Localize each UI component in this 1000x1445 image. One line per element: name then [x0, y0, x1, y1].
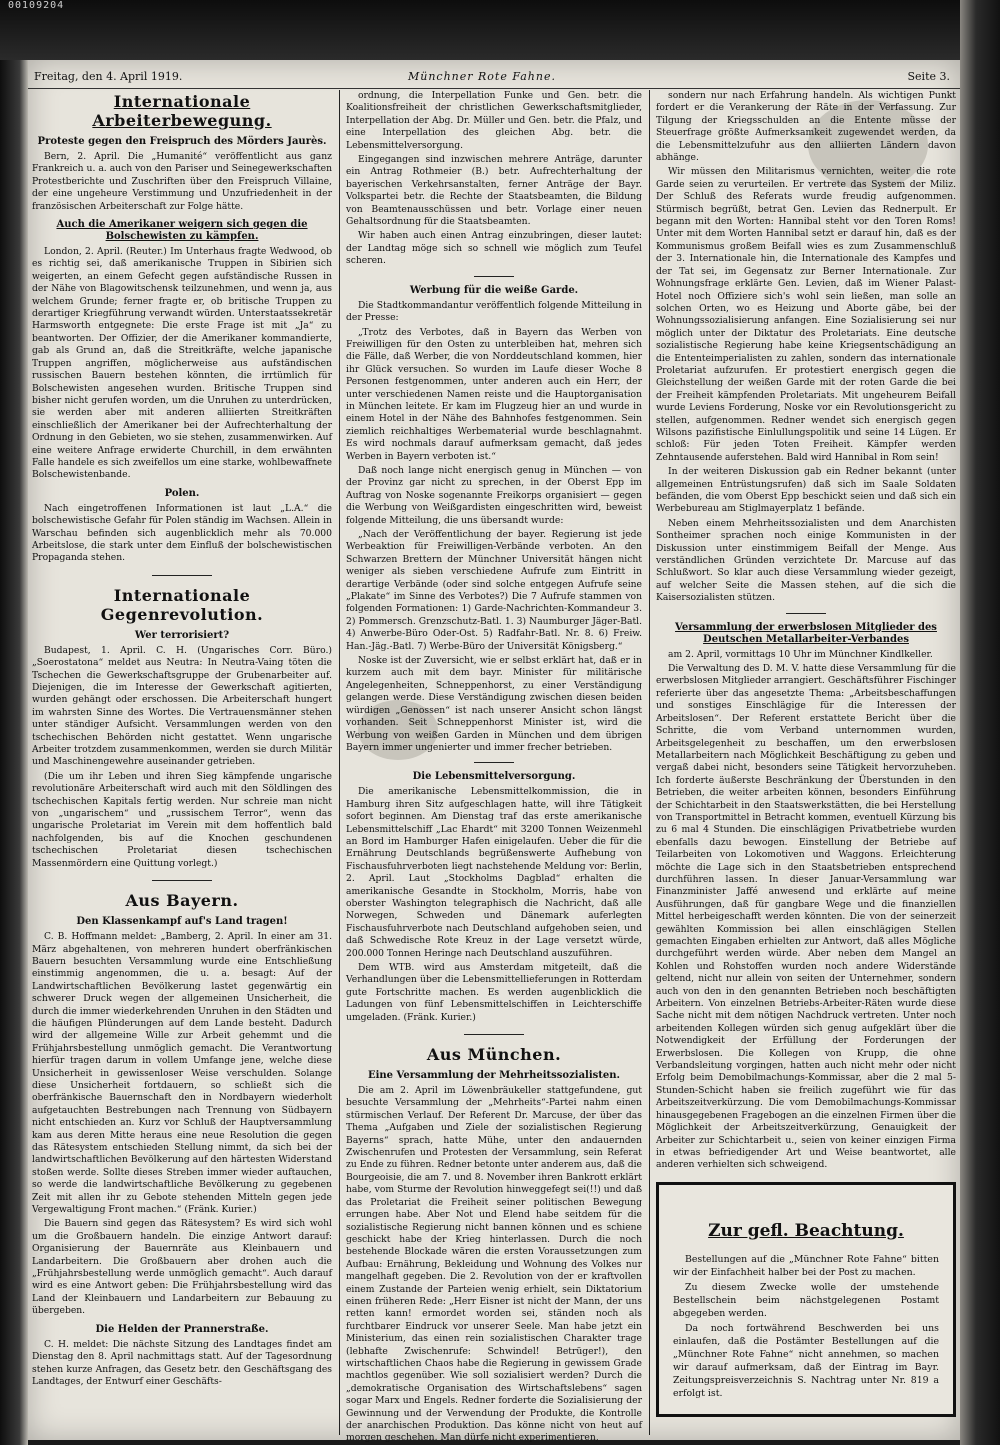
article-paragraph: In der weiteren Diskussion gab ein Redner bekannt (unter allgemeinen Entrüstungsrufen) daß sich im Saale Soldaten befänden, die vom Oberst Epp beschickt seien und daß sich ein Werbebureau am Stiglmayerplatz 1 befände. — [656, 466, 956, 515]
issue-date: Freitag, den 4. April 1919. — [34, 70, 183, 83]
article-heading: Werbung für die weiße Garde. — [409, 284, 579, 296]
article-paragraph: „Trotz des Verbotes, daß in Bayern das Werben von Freiwilligen für den Osten zu unterbleiben hat, mehren sich die Fälle, daß Werber, die von Norddeutschland kommen, hier ihr Glück versuchen. So wurden im Laufe dieser Woche 8 Personen festgenommen, unter anderen auch ein Herr, der unter verschiedenen Namen reiste und die Hauptorganisation in München leitete. Er kam im Flugzeug hier an und wurde in einem Hotel in der Nähe des Bahnhofes festgenommen. Sein ziemlich reichhaltiges Werbematerial wurde beschlagnahmt. Es wird nochmals darauf aufmerksam gemacht, daß jedes Werben in Bayern verboten ist.“ — [346, 326, 642, 462]
article-paragraph: (Die um ihr Leben und ihren Sieg kämpfende ungarische revolutionäre Arbeiterschaft wird auch mit den Söldlingen des tschechischen Kapitals fertig werden. Nur schreie man nicht von „ungarischem“ und „russischem Terror“, wenn das ungarische Proletariat im Verein mit dem hoffentlich bald nachfolgenden, bis auf die Knochen geschundenen tschechischen Proletariat diesen tschechischen Massenmördern eine Quittung vorlegt.) — [32, 770, 332, 869]
article-paragraph: Die Bauern sind gegen das Rätesystem? Es wird sich wohl um die Großbauern handeln. Die einzige Antwort darauf: Organisierung der Bauernräte aus Kleinbauern und Landarbeitern. Die Großbauern aber drohen auch die „Frühjahrsbestellung werde unmöglich gemacht“. Auch darauf wird es eine Antwort geben: Die Frühjahrsbestellung wird das Land der Kleinbauern und Landarbeitern zur Bebauung zu übergeben. — [32, 1218, 332, 1317]
separator — [786, 613, 826, 614]
scan-id-label: 00109204 — [8, 0, 65, 11]
article-paragraph: C. B. Hoffmann meldet: „Bamberg, 2. April. In einer am 31. März abgehaltenen, von mehreren hundert oberfränkischen Bauern besuchten Versammlung wurde eine Entschließung einstimmig angenommen, die u. a. besagt: Auf der Landwirtschaftlichen Bevölkerung lastet gegenwärtig ein schwerer Druck wegen der allgemeinen Unsicherheit, die durch die immer wiederkehrenden Unruhen in den Städten und die häufigen Plünderungen auf dem Lande besteht. Dadurch wird der allgemeine Wille zur Arbeit gehemmt und die Frühjahrsbestellung unmöglich gemacht. Die Verantwortung hierfür tragen darum in vollem Umfange jene, welche diese Unsicherheit in gewissenloser Weise verschulden. Solange diese Unsicherheit fortdauern, so schließt sich die oberfränkische Bauernschaft den in Nordbayern wiederholt aufgetauchten Bestrebungen nach Trennung von Südbayern nicht entschieden an. Kurz vor Schluß der Hauptversammlung kam aus deren Mitte heraus eine neue Resolution die gegen das Rätesystem entschieden Stellung nimmt, da sich bei der landwirtschaftlichen Bevölkerung auf den härtesten Widerstand stoßen werde. Sollte dieses Streben immer wieder auftauchen, so werde die landwirtschaftliche Bevölkerung zu gegebenen Zeit mit allen ihr zu Gebote stehenden Mitteln gegen jede Vergewaltigung Front machen.“ (Fränk. Kurier.) — [32, 931, 332, 1216]
article-paragraph: Daß noch lange nicht energisch genug in München — von der Provinz gar nicht zu sprechen, in der Oberst Epp im Auftrag von Noske sogenannte Freikorps organisiert — gegen die Werbung von Weißgardisten eingeschritten wird, beweist folgende Mitteilung, die uns übersandt wurde: — [346, 464, 642, 526]
scan-border-left — [0, 60, 28, 1445]
article-paragraph: C. H. meldet: Die nächste Sitzung des Landtages findet am Dienstag den 8. April nachmittags statt. Auf der Tagesordnung stehen kurze Anfragen, das Gesetz betr. den Geschäftsgang des Landtages, der Entwurf einer Geschäfts- — [32, 1338, 332, 1387]
article-heading: Wer terrorisiert? — [134, 629, 230, 641]
notice-paragraph: Bestellungen auf die „Münchner Rote Fahne“ bitten wir der Einfachheit halber bei der Post zu machen. — [673, 1254, 939, 1279]
article-paragraph: am 2. April, vormittags 10 Uhr im Münchner Kindlkeller. — [668, 648, 933, 660]
article-paragraph: Die Verwaltung des D. M. V. hatte diese Versammlung für die erwerbslosen Mitglieder arrangiert. Geschäftsführer Fischinger referierte über das angesetzte Thema: „Arbeitsbeschaffungen und sonstiges Einschlägige für die Interessen der Arbeitslosen“. Der Referent erstattete Bericht über die Schritte, die vom Verband unternommen wurden, Arbeitsgelegenheit zu beschaffen, um den erwerbslosen Metallarbeitern nach Möglichkeit Beschäftigung zu geben und vergaß dabei nicht, besonders seine Tätigkeit hervorzuheben. Ich forderte äußerste Beschränkung der Überstunden in den Betrieben, die weiter arbeiten können, besonders Einführung der Schichtarbeit in den Staatswerkstätten, die bei Herstellung von Transportmittel in Betracht kommen, eventuell Kürzung bis zu 6 mal 4 Stunden. Die einschlägigen Privatbetriebe wurden ebenfalls dazu bewogen. Einstellung der Betriebe auf Teilarbeiten von Lokomotiven und Waggons. Erleichterung möchte die Lage sich in den Staatsbetrieben entsprechend durchführen lassen. In dieser Januar-Versammlung war Finanzminister Jaffé anwesend und erklärte auf meine Ausführungen, daß für gangbare Wege und die finanziellen Mittel herbeigeschafft werden könnten. Die von der seinerzeit gewählten Kommission bei allen einschlägigen Stellen gemachten Eingaben erhielten zur Antwort, daß alles Mögliche durchgeführt werden würde. Aber neben dem Mangel an Kohlen und Rohstoffen wurden noch andere Widerstände geltend, nicht nur allein von seiten der Unternehmer, sondern auch von den in den genannten Betrieben noch beschäftigten Arbeitern. Von einzelnen Betriebs-Arbeiter-Räten wurde diese Sache nicht mit dem nötigen Nachdruck vertreten. Unter noch arbeitenden Kollegen würden sich genug aufgeklärt über die Notwendigkeit der Erfüllung der Forderungen der Erwerbslosen. Die Kollegen von Krupp, die ohne Verbandsleitung vorgingen, hatten auch nicht mehr oder nicht Erfolg beim Demobilmachungs-Kommissar, aber die 2 mal 5-Stunden-Schicht haben sie freilich zugeführt wie für das Arbeitszeitverkürzung. Die vom Demobilmachungs-Kommissar hinausgegebenen Fragebogen an die einzelnen Firmen über die Möglichkeit der Arbeitszeitverkürzung, Genauigkeit der Arbeiter zur Schichtarbeit u., seien von keiner einzigen Firma in etwas befriedigender Art und Weise beantwortet, alle anderen verhielten sich schweigend. — [656, 663, 956, 1171]
page-number: Seite 3. — [907, 70, 950, 83]
separator — [474, 276, 514, 277]
article-paragraph: Die Stadtkommandantur veröffentlich folgende Mitteilung in der Presse: — [346, 299, 642, 324]
section-heading: Aus München. — [426, 1045, 562, 1065]
column-right — [656, 90, 956, 1435]
separator — [464, 1034, 524, 1035]
article-paragraph: Noske ist der Zuversicht, wie er selbst erklärt hat, daß er in kurzem auch mit dem bayr. Minister für militärische Angelegenheiten, Schneppenhorst, zu einer Verständigung gelangen werde. Diese Verständigung zwischen diesen beiden würdigen „Genossen“ ist nach unserer Ansicht schon längst vorhanden. Seit Schneppenhorst Minister ist, wird die Werbung von weißen Garden in München und dem übrigen Bayern immer ungenierter und immer frecher betrieben. — [346, 655, 642, 753]
masthead — [28, 66, 960, 89]
article-heading: Die Lebensmittelversorgung. — [412, 771, 576, 783]
notice-paragraph: Da noch fortwährend Beschwerden bei uns einlaufen, daß die Postämter Bestellungen auf die „Münchner Rote Fahne“ nicht annehmen, so machen wir darauf aufmerksam, daß der Eintrag im Bayr. Zeitungspreisverzeichnis S. Nachtrag unter Nr. 819 a erfolgt ist. — [673, 1323, 939, 1400]
article-heading: Polen. — [164, 487, 200, 499]
article-paragraph: ordnung, die Interpellation Funke und Gen. betr. die Koalitionsfreiheit der christlichen Gewerkschaftsmitglieder, Interpellation der Abg. Dr. Müller und Gen. betr. die Pfalz, und eine Interpellation des gleichen Abg. betr. die Lebensmittelversorgung. — [346, 90, 642, 151]
article-heading: Proteste gegen den Freispruch des Mörders Jaurès. — [37, 136, 327, 147]
notice-title: Zur gefl. Beachtung. — [708, 1220, 904, 1241]
article-paragraph: Bern, 2. April. Die „Humanité“ veröffentlicht aus ganz Frankreich u. a. auch von den Pariser und Seinegewerkschaften Protestberichte und Zuschriften über den Freispruch Villaine, der eine ungeheure Verstimmung und Unzufriedenheit in der französischen Arbeiterschaft zur Folge hätte. — [32, 151, 332, 212]
article-heading: Die Helden der Prannerstraße. — [95, 1323, 269, 1335]
separator — [474, 762, 514, 763]
subscription-notice-box — [656, 1182, 956, 1417]
article-paragraph: Wir haben auch einen Antrag einzubringen, dieser lautet: der Landtag möge sich so schnell wie möglich zum Teufel scheren. — [346, 230, 642, 267]
scan-border-right — [960, 0, 1000, 1445]
article-paragraph: Neben einem Mehrheitssozialisten und dem Anarchisten Sontheimer sprachen noch einige Kommunisten in der Diskussion unter einstimmigem Beifall der Menge. Aus verständlichen Gründen verzichtete Dr. Marcuse auf das Schlußwort. So klar auch diese Versammlung wieder gezeigt, auf welcher Seite die Massen stehen, auf die sich die Kaisersozialisten stützen. — [656, 517, 956, 604]
article-heading: Versammlung der erwerbslosen Mitglieder des Deutschen Metallarbeiter-Verbandes — [675, 621, 937, 645]
notice-paragraph: Zu diesem Zwecke wolle der umstehende Bestellschein beim nächstgelegenen Postamt abgegeben werden. — [673, 1282, 939, 1320]
article-paragraph: Die am 2. April im Löwenbräukeller stattgefundene, gut besuchte Versammlung der „Mehrheits“-Partei nahm einen stürmischen Verlauf. Der Referent Dr. Marcuse, der über das Thema „Aufgaben und Ziele der sozialistischen Regierung Bayerns“ sprach, hatte Mühe, unter den andauernden Zwischenrufen und Protesten der Versammlung, sein Referat zu Ende zu führen. Redner betonte unter anderem aus, daß die Bourgeoisie, die am 7. und 8. November ihren Bankrott erklärt habe, vom Sturme der Revolution hinweggefegt sei(!!) und daß das Proletariat die Freiheit seiner politischen Bewegung errungen habe. Aber Not und Elend habe seitdem für die sozialistische Regierung nicht bannen können und es schiene geschickt habe der Krieg hinterlassen. Durch die noch bestehende Blockade wären die ersten Voraussetzungen zum Aufbau: Ernährung, Bekleidung und Wohnung des Volkes nur mangelhaft gegeben. Die 2. Revolution von der er kraftvollen einem Zustande der Parteien wenig erhielt, sein Diktatorium einen früheren Rede: „Herr Eisner ist nicht der Mann, der uns retten kann! ermordet worden sei, ständen noch als furchtbarer Eindruck vor unserer Seele. Man habe jetzt ein Ministerium, das einen rein sozialistischen Charakter trage (lebhafte Zwischenrufe: Schwindel! Betrüger!), den wirtschaftlichen Chaos habe die Regierung in gewissem Grade machtlos gegenüber. Wie soll sozialisiert werden? Durch die „demokratische Organisation des Wirtschaftslebens“ sagen sogar Marx und Engels. Redner forderte die Sozialisierung der Gewinnung und der Verwendung der Produkte, die Kontrolle der anarchischen Produktion. Das könne nicht von heut auf morgen geschehen. Man dürfe nicht experimentieren, — [346, 1085, 642, 1444]
column-rule — [649, 90, 650, 1435]
separator — [152, 880, 212, 881]
section-heading: Aus Bayern. — [125, 891, 239, 911]
article-heading: Eine Versammlung der Mehrheitssozialisten. — [367, 1070, 621, 1082]
newspaper-page — [28, 60, 960, 1444]
paper-name: Münchner Rote Fahne. — [408, 70, 556, 83]
article-paragraph: Die amerikanische Lebensmittelkommission, die in Hamburg ihren Sitz aufgeschlagen hatte, will ihre Tätigkeit sofort beginnen. Am Dienstag traf das erste amerikanische Lebensmittelschiff „Lac Ehardt“ mit 3200 Tonnen Weizenmehl an Bord im Hamburger Hafen einigelaufen. Ueber die für die Ernährung Deutschlands begrüßenswerte Aufhebung von Fischausfuhrverboten liegt nachstehende Meldung vor: Berlin, 2. April. Laut „Stockholms Dagblad“ erhalten die amerikanische Gesandte in Stockholm, Morris, habe von oberster Washington telegraphisch die Nachricht, daß alle Norwegen, Schweden und Dänemark auferlegten Fischausfuhrverbote nach Deutschland aufgehoben seien, und daß Schwedische Rote Kreuz in der Lage versetzt würde, 200.000 Tonnen Heringe nach Deutschland auszuführen. — [346, 786, 642, 959]
section-heading: Internationale Arbeiterbewegung. — [92, 92, 272, 130]
article-paragraph: Wir müssen den Militarismus vernichten, weiter die rote Garde seien zu verurteilen. Er vertrete das System der Miliz. Der Schluß des Referats wurde freudig aufgenommen. Stürmisch begrüßt, betrat Gen. Levien das Rednerpult. Er begann mit den Worten: Hannibal steht vor den Toren Roms! Unter mit dem Worten Hannibal setzt er darauf hin, daß es der Kommunismus großem Beifall wies es zum Zusammenschluß der 3. Internationale hin, die Internationale des Kampfes und der Tat sei, im Gegensatz zur Berner Internationale. Zur Wohnungsfrage erklärte Gen. Levien, daß im Wiener Palast-Hotel noch Offiziere sich's wohl sein ließen, man solle an solchen Orten, wo es Heizung und Aborte gäbe, bei der Wohnungssozialisierung anfangen. Eine Sozialisierung sei nur möglich unter der Diktatur des Proletariats. Eine deutsche sozialistische Regierung habe keine Kriegsentschädigung an die Ententeimperialisten zu zahlen, sondern das internationale Proletariat aufzurufen. Er protestiert energisch gegen die Gleichstellung der weißen Garde mit der roten Garde die bei der Freiheit kämpfenden Proletariats. Mit ungeheurem Beifall wurde Leviens Forderung, Noske vor ein Revolutionsgericht zu stellen, aufgenommen. Redner wendet sich energisch gegen Wilsons pazifistische Einlullungspolitik und seine 14 Lügen. Er schloß: Für jeden Toten Freiheit. Kämpfer werden Zehntausende auferstehen. Bald wird Hannibal in Rom sein! — [656, 166, 956, 463]
article-paragraph: sondern nur nach Erfahrung handeln. Als wichtigen Punkt fordert er die Verankerung der Räte in der Verfassung. Zur Tilgung der Kriegsschulden an die Entente müsse der Steuerfrage größte Aufmerksamkeit zugewendet werden, da die Lebensmittelzufuhr aus den alliierten Ländern davon abhänge. — [656, 90, 956, 164]
article-paragraph: London, 2. April. (Reuter.) Im Unterhaus fragte Wedwood, ob es richtig sei, daß amerikanische Truppen in Sibirien sich weigerten, an einem Gefecht gegen aufständische Russen in der Nähe von Blagowitschensk teilzunehmen, und wenn ja, aus welchem Grunde; ferner fragte er, ob britische Truppen zu derartiger Kriegführung verwandt würden. Unterstaatssekretär Harmsworth entgegnete: Die erste Frage ist mit „Ja“ zu beantworten. Der Offizier, der die Amerikaner kommandierte, gab als Grund an, daß die Streitkräfte, welche japanische Truppen angriffen, möglicherweise aus aufständischen russischen Bauern bestehen könnten, die irrtümlich für Bolschewisten angesehen wurden. Britische Truppen sind bisher nicht gerufen worden, um die Unruhen zu unterdrücken, sie werden aber mit anderen alliierten Streitkräften einschließlich der Amerikaner bei der Aufrechterhaltung der Ordnung in den Gebieten, wo sie stehen, zusammenwirken. Auf eine weitere Anfrage erwiderte Churchill, in dem erwähnten Falle handele es sich zweifellos um eine starke, wohlbewaffnete Bolschewistenbande. — [32, 246, 332, 481]
article-paragraph: Eingegangen sind inzwischen mehrere Anträge, darunter ein Antrag Rothmeier (B.) betr. Aufrechterhaltung der bayerischen Verkehrsanstalten, ferner Anträge der Bayr. Volkspartei betr. die Rechte der Staatsbeamten, die Bildung von Beamtenausschüssen und betr. Vorlage einer neuen Gehaltsordnung für die Staatsbeamten. — [346, 154, 642, 228]
column-rule — [339, 90, 340, 1435]
article-heading: Auch die Amerikaner weigern sich gegen die Bolschewisten zu kämpfen. — [56, 219, 308, 243]
article-paragraph: Dem WTB. wird aus Amsterdam mitgeteilt, daß die Verhandlungen über die Lebensmittellieferungen in Rotterdam gute Fortschritte machen. Es werden augenblicklich die Ladungen von fünf Lebensmittelschiffen in Leichterschiffe umgeladen. (Fränk. Kurier.) — [346, 962, 642, 1023]
column-left — [32, 90, 332, 1435]
separator — [152, 575, 212, 576]
article-paragraph: „Nach der Veröffentlichung der bayer. Regierung ist jede Werbeaktion für Freiwilligen-Verbände verboten. An den Schwarzen Brettern der Münchner Universität hängen nicht weniger als sieben verschiedene Aufrufe zum Eintritt in derartige Verbände (oder sind solche entgegen Aufrufe seine „Plakate“ im Sinne des Verbotes?) Die 7 Aufrufe stammen von folgenden Formationen: 1) Garde-Nachrichten-Kommandeur 3. 2) Pommersch. Grenzschutz-Batl. 1. 3) Naumburger Jäger-Batl. 4) Anwerbe-Büro Oder-Ost. 5) Radfahr-Batl. Nr. 8. 6) Freiw. Han.-Jäg.-Batl. 7) Werbe-Büro der Universität Königsberg.“ — [346, 529, 642, 652]
scan-border-top — [0, 0, 1000, 60]
article-paragraph: Budapest, 1. April. C. H. (Ungarisches Corr. Büro.) „Soerostatona“ meldet aus Neutra: In Neutra-Vaing töten die Tschechen die Gewerkschaftsgruppe der Grubenarbeiter auf. Diejenigen, die im Interesse der Gewerkschaft agitierten, wurden gehängt oder erschossen. Die Arbeiterschaft hungert im wahrsten Sinne des Wortes. Die Vertrauensmänner stehen unter ständiger Aufsicht. Versammlungen werden von den tschechischen Behörden nicht gestattet. Wenn ungarische Arbeiter trotzdem zusammenkommen, werden sie durch Militär und Maschinengewehre auseinander getrieben. — [32, 644, 332, 768]
column-middle — [346, 90, 642, 1444]
article-paragraph: Nach eingetroffenen Informationen ist laut „L.A.“ die bolschewistische Gefahr für Polen ständig im Wachsen. Allein in Warschau befinden sich augenblicklich mehr als 70.000 Arbeitslose, die stark unter dem Einfluß der bolschewistischen Propaganda stehen. — [32, 502, 332, 564]
section-heading: Internationale Gegenrevolution. — [100, 585, 264, 624]
article-heading: Den Klassenkampf auf's Land tragen! — [76, 916, 288, 928]
